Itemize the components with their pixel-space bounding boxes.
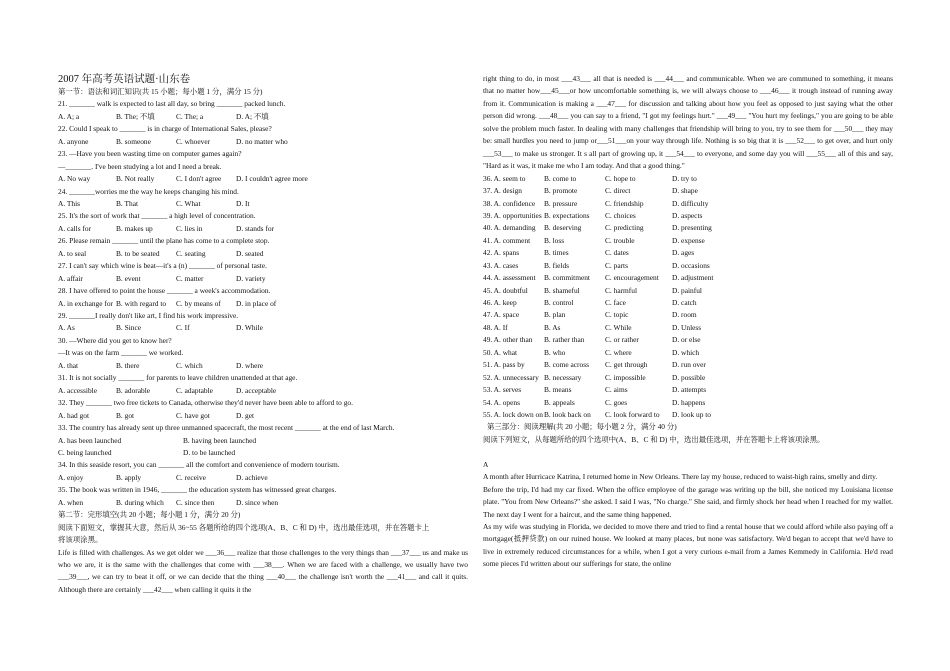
question-stem: 31. It is not socially _______ for parents to leave children unattended at that age. — [58, 373, 298, 383]
answer-option: C. topic — [605, 310, 629, 320]
answer-option: B. got — [116, 410, 135, 420]
choice-row — [483, 409, 893, 421]
answer-option: D. or else — [672, 335, 701, 345]
answer-option: D. attempts — [672, 385, 707, 395]
answer-option: D. difficulty — [672, 198, 709, 208]
section-heading: 第一节：语法和词汇知识(共 15 小题；每小题 1 分，满分 15 分) — [58, 87, 263, 96]
question-stem: 35. The book was written in 1946, _______ the education system has witnessed great charges. — [58, 485, 337, 495]
answer-option: B. commitment — [544, 273, 590, 283]
choice-row — [483, 347, 893, 359]
answer-option: D. aspects — [672, 210, 703, 220]
choice-row — [483, 309, 893, 321]
choice-row — [483, 198, 893, 210]
answer-option: D. stands for — [236, 223, 274, 233]
answer-option: D. happens — [672, 397, 706, 407]
right-column — [483, 73, 893, 571]
page-title: 2007 年高考英语试题·山东卷 — [58, 74, 191, 85]
answer-option: B. during which — [116, 497, 164, 507]
answer-option: B. come to — [544, 173, 577, 183]
choice-row — [483, 285, 893, 297]
answer-option: B. who — [544, 347, 566, 357]
option-row — [58, 472, 468, 484]
answer-option: D. get — [236, 410, 255, 420]
answer-option: A. that — [58, 360, 79, 370]
answer-option: C. hope to — [605, 173, 636, 183]
answer-option: 52. A. unnecessary — [483, 372, 539, 382]
answer-option: D. room — [672, 310, 697, 320]
answer-option: D. It — [236, 199, 250, 209]
cloze-passage: right thing to do, in most ___43___ all that is needed is ___44___ and communicable. When we are communed to something, it means that no matter how___45___or how uncomfortable something is, we will always choose to ___46___ it trough instead of running away from it. Communication is making a ___47___ for discussion and talking about how you feel as opposed to just saying what the other person did wrong. ___48___ you can say to a friend, "I got my feelings hurt." ___49___ "You hurt my feelings," you are going to be able solve the problem much faster. In dealing with many challenges that friendship will bring to you, try to see them for ___50___ they may be: small hurdles you need to jump or___51___on your way through life. Nothing is so big that it is ___52___ to get over, and hurt only ___53___ to make us stronger. It s all part of growing up, it ___54___ to everyone, and some day you will ___55___ all of this and say, "Hard as it was, it make me who I am today. And that a good thing." — [483, 74, 893, 171]
choice-row — [483, 185, 893, 197]
answer-option: B. promote — [544, 186, 578, 196]
left-column — [58, 73, 468, 596]
answer-option: C. or rather — [605, 335, 639, 345]
cloze-choices — [483, 173, 893, 422]
answer-option: D. catch — [672, 298, 697, 307]
question-stem: 25. It's the sort of work that _______ a high level of concentration. — [58, 211, 256, 221]
question-stem: 30. —Where did you get to know her? — [58, 335, 172, 345]
choice-row — [483, 334, 893, 346]
answer-option: 38. A. confidence — [483, 198, 536, 208]
answer-option: D. to be launched — [183, 447, 236, 457]
answer-option: D. achieve — [236, 472, 268, 482]
answer-option: B. plan — [544, 310, 566, 320]
answer-option: D. variety — [236, 273, 266, 283]
answer-option: C. parts — [605, 260, 628, 270]
answer-option: B. The; 不填 — [116, 111, 155, 121]
option-row — [58, 223, 468, 235]
answer-option: B. to be seated — [116, 248, 160, 258]
option-row — [58, 410, 468, 422]
option-row — [58, 360, 468, 372]
option-row — [58, 173, 468, 185]
cloze-passage: Life is filled with challenges. As we get older we ___36___ realize that those challenges to the very things than ___37___ us and make us who we are, it is the same with the challenges that come with ___38___. When we are faced with a challenge, we usually have two ___39___, we can try to beat it off, or we can decide that the thing ___40___ the challenge isn't worth the ___41___ and call it quits. Although there are certainly ___42___ when calling it quits it the — [58, 547, 468, 594]
answer-option: D. presenting — [672, 223, 712, 233]
answer-option: C. What — [176, 199, 201, 209]
answer-option: D. adjustment — [672, 273, 714, 283]
choice-row — [483, 372, 893, 384]
answer-option: D. in place of — [236, 298, 277, 308]
answer-option: B. As — [544, 322, 561, 332]
question-stem: 26. Please remain _______ until the plane has come to a complete stop. — [58, 236, 270, 246]
answer-option: C. harmful — [605, 285, 638, 295]
answer-option: 43. A. cases — [483, 260, 519, 270]
instructions: 将该项涂黑。 — [58, 535, 103, 545]
answer-option: C. face — [605, 298, 626, 307]
question-stem: —_______. I've been studying a lot and I need a break. — [58, 161, 222, 171]
instructions: 阅读下列短文，从每题所给的四个选项中(A、B、C 和 D) 中，选出最佳选项，并在答题卡上将该项涂黑。 — [483, 434, 825, 444]
answer-option: A. No way — [58, 174, 91, 184]
question-stem: 33. The country has already sent up three unmanned spacecraft, the most recent _______ at the end of last March. — [58, 423, 395, 433]
answer-option: B. appeals — [544, 397, 575, 407]
answer-option: D. look up to — [672, 409, 712, 419]
instructions: 阅读下面短文，掌握其大意，然后从 36~55 各题所给的四个选项(A、B、C 和 D) 中，选出最佳选项，并在答题卡上 — [58, 522, 430, 532]
answer-option: B. deserving — [544, 223, 582, 233]
passage-paragraph: As my wife was studying in Florida, we decided to move there and tried to find a rental house that we could afford while also paying off a mortgage(抵押贷款) on our ruined house. We looked at many places, but none was satisfactory. We'd began to accept that we'd have to live in extremely reduced circumstances for a while, when I got a very curious e-mail from a James Kemmedy in California. He'd read some pieces I'd written about our sufferings for state, the online — [483, 521, 893, 569]
answer-option: C. I don't agree — [176, 174, 222, 184]
answer-option: C. whoever — [176, 136, 211, 146]
choice-row — [483, 397, 893, 409]
answer-option: C. predicting — [605, 223, 644, 233]
option-row — [58, 435, 468, 447]
answer-option: B. event — [116, 273, 141, 283]
answer-option: C. choices — [605, 210, 636, 220]
answer-option: B. having been launched — [183, 435, 257, 445]
section-heading: 第二节：完形填空(共 20 小题；每小题 1 分，满分 20 分) — [58, 510, 241, 520]
option-row — [58, 322, 468, 334]
answer-option: B. come across — [544, 360, 589, 370]
question-stem: 29. _______I really don't like art, I find his work impressive. — [58, 311, 239, 321]
answer-option: D. possible — [672, 372, 706, 382]
answer-option: D. occasions — [672, 260, 710, 270]
option-row — [58, 111, 468, 123]
answer-option: D. acceptable — [236, 385, 277, 395]
answer-option: B. look back on — [544, 409, 591, 419]
answer-option: C. aims — [605, 385, 628, 395]
answer-option: C. look forward to — [605, 409, 660, 419]
question-stem: 32. They _______ two free tickets to Canada, otherwise they'd never have been able to afford to go. — [58, 398, 353, 408]
answer-option: B. loss — [544, 235, 565, 245]
answer-option: A. accessible — [58, 385, 97, 395]
option-row — [58, 385, 468, 397]
answer-option: A. enjoy — [58, 472, 84, 482]
answer-option: 49. A. other than — [483, 335, 533, 345]
answer-option: A. calls for — [58, 223, 92, 233]
choice-row — [483, 359, 893, 371]
answer-option: B. apply — [116, 472, 142, 482]
answer-option: B. with regard to — [116, 298, 167, 308]
answer-option: C. have got — [176, 410, 210, 420]
question-stem: 24. _______worries me the way he keeps changing his mind. — [58, 186, 239, 196]
answer-option: B. there — [116, 360, 140, 370]
answer-option: C. The; a — [176, 111, 204, 121]
question-stem: —It was on the farm _______ we worked. — [58, 348, 184, 358]
answer-option: B. That — [116, 199, 139, 209]
answer-option: C. impossible — [605, 372, 646, 382]
answer-option: A. in exchange for — [58, 298, 113, 308]
answer-option: D. seated — [236, 248, 264, 258]
answer-option: C. dates — [605, 248, 629, 258]
option-row — [58, 198, 468, 210]
question-stem: 22. Could I speak to _______ is in charge of International Sales, please? — [58, 124, 272, 134]
answer-option: B. shameful — [544, 285, 580, 295]
answer-option: 37. A. design — [483, 186, 523, 196]
answer-option: 50. A. what — [483, 347, 518, 357]
answer-option: B. control — [544, 298, 574, 307]
answer-option: 42. A. spans — [483, 248, 520, 258]
answer-option: B. Since — [116, 323, 142, 333]
answer-option: D. I couldn't agree more — [236, 174, 308, 184]
answer-option: A. This — [58, 199, 81, 209]
answer-option: C. direct — [605, 186, 631, 196]
answer-option: B. makes up — [116, 223, 153, 233]
answer-option: 55. A. lock down on — [483, 409, 543, 419]
answer-option: C. encouragement — [605, 273, 659, 283]
question-stem: 21. _______ walk is expected to last all day, so bring _______ packed lunch. — [58, 99, 286, 109]
answer-option: 46. A. keep — [483, 298, 517, 307]
answer-option: B. someone — [116, 136, 151, 146]
answer-option: D. which — [672, 347, 700, 357]
choice-row — [483, 260, 893, 272]
answer-option: A. had got — [58, 410, 89, 420]
answer-option: B. Not really — [116, 174, 155, 184]
option-row — [58, 447, 468, 459]
question-stem: 28. I have offered to point the house _______ a week's accommodation. — [58, 286, 271, 296]
choice-row — [483, 297, 893, 309]
answer-option: 36. A. seem to — [483, 173, 526, 183]
answer-option: C. trouble — [605, 235, 635, 245]
passage-label: A — [483, 459, 489, 469]
choice-row — [483, 222, 893, 234]
answer-option: D. try to — [672, 173, 697, 183]
answer-option: 47. A. space — [483, 310, 520, 320]
answer-option: 48. A. If — [483, 322, 508, 332]
choice-row — [483, 384, 893, 396]
choice-row — [483, 272, 893, 284]
answer-option: D. Unless — [672, 322, 702, 332]
answer-option: 41. A. comment — [483, 235, 531, 245]
answer-option: C. where — [605, 347, 632, 357]
answer-option: 51. A. pass by — [483, 360, 525, 370]
answer-option: D. painful — [672, 285, 702, 295]
option-row — [58, 497, 468, 509]
answer-option: C. While — [605, 322, 632, 332]
answer-option: C. matter — [176, 273, 204, 283]
answer-option: C. by means of — [176, 298, 221, 308]
answer-option: 39. A. opportunities — [483, 210, 542, 220]
answer-option: 53. A. serves — [483, 385, 522, 395]
answer-option: B. times — [544, 248, 569, 258]
answer-option: C. seating — [176, 248, 206, 258]
answer-option: D. run over — [672, 360, 706, 370]
answer-option: A. when — [58, 497, 84, 507]
choice-row — [483, 210, 893, 222]
answer-option: A. A; a — [58, 111, 80, 121]
answer-option: C. being launched — [58, 447, 112, 457]
answer-option: C. which — [176, 360, 203, 370]
answer-option: C. If — [176, 323, 190, 333]
answer-option: C. goes — [605, 397, 628, 407]
question-stem: 23. —Have you been wasting time on computer games again? — [58, 149, 242, 159]
answer-option: 45. A. doubtful — [483, 285, 528, 295]
answer-option: A. anyone — [58, 136, 89, 146]
answer-option: A. has been launched — [58, 435, 122, 445]
answer-option: A. to seal — [58, 248, 87, 258]
answer-option: D. where — [236, 360, 264, 370]
answer-option: B. adorable — [116, 385, 151, 395]
answer-option: A. As — [58, 323, 75, 333]
answer-option: C. receive — [176, 472, 206, 482]
answer-option: 54. A. opens — [483, 397, 520, 407]
answer-option: D. since when — [236, 497, 279, 507]
passage-paragraph: A month after Hurricace Katrina, I returned home in New Orleans. There lay my house, reduced to waist-high rains, smelly and dirty. — [483, 472, 878, 482]
answer-option: B. necessary — [544, 372, 582, 382]
option-row — [58, 248, 468, 260]
answer-option: 44. A. assessment — [483, 273, 536, 283]
option-row — [58, 298, 468, 310]
option-row — [58, 136, 468, 148]
answer-option: D. shape — [672, 186, 698, 196]
answer-option: B. fields — [544, 260, 570, 270]
answer-option: A. affair — [58, 273, 83, 283]
choice-row — [483, 322, 893, 334]
answer-option: B. means — [544, 385, 572, 395]
answer-option: D. expense — [672, 235, 705, 245]
option-row — [58, 273, 468, 285]
question-stem: 34. In this seaside resort, you can _______ all the comfort and convenience of modern tourism. — [58, 460, 340, 470]
choice-row — [483, 247, 893, 259]
choice-row — [483, 235, 893, 247]
answer-option: D. no matter who — [236, 136, 288, 146]
choice-row — [483, 173, 893, 185]
answer-option: C. lies in — [176, 223, 203, 233]
answer-option: C. get through — [605, 360, 648, 370]
answer-option: C. adaptable — [176, 385, 213, 395]
question-list — [58, 98, 468, 509]
answer-option: D. While — [236, 323, 263, 333]
section-heading: 第三部分：阅读理解(共 20 小题；每小题 2 分，满分 40 分) — [487, 422, 677, 432]
passage-paragraph: Before the trip, I'd had my car fixed. When the office employee of the garage was writing up the bill, she noticed my Louisiana license plate. "You from New Orleans?" she asked. I said I was, "No charge." She said, and firmly shock her head when I reached for my wallet. The next day I went for a haircut, and the same thing happened. — [483, 484, 893, 519]
answer-option: B. rather than — [544, 335, 585, 345]
answer-option: 40. A. demanding — [483, 223, 536, 233]
answer-option: D. A; 不填 — [236, 111, 269, 121]
answer-option: C. friendship — [605, 198, 644, 208]
answer-option: B. pressure — [544, 198, 578, 208]
answer-option: D. ages — [672, 248, 695, 258]
question-stem: 27. I can't say which wine is beat—it's a (n) _______ of personal taste. — [58, 261, 267, 271]
answer-option: C. since then — [176, 497, 215, 507]
answer-option: B. expectations — [544, 210, 590, 220]
